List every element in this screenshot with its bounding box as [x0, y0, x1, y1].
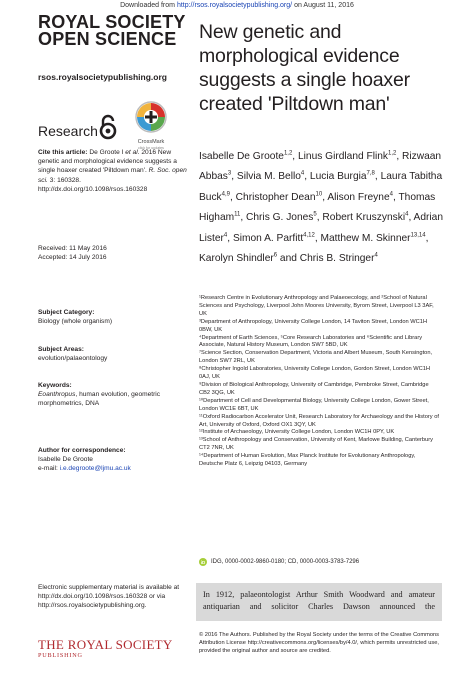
- title-line3: suggests a single hoaxer: [199, 69, 410, 91]
- dates-block: [38, 244, 188, 262]
- author-affiliation-sup: 13,14: [410, 232, 426, 239]
- author-name: Karolyn Shindler: [199, 253, 274, 265]
- author-affiliation-sup: 4: [223, 232, 228, 239]
- author-separator: ,: [292, 151, 298, 162]
- cite-label: Cite this article:: [38, 149, 88, 156]
- subject-areas-block: [38, 345, 188, 363]
- section-label: Research: [38, 123, 98, 139]
- journal-logo-line2: OPEN SCIENCE: [38, 29, 177, 49]
- cite-doi-link[interactable]: http://dx.doi.org/10.1098/rsos.160328: [38, 185, 148, 193]
- author-affiliation-sup: 11: [234, 211, 241, 218]
- journal-logo: [38, 14, 186, 48]
- email-label: e-mail:: [38, 465, 58, 473]
- citation-block: [38, 148, 188, 194]
- author-separator: ,: [227, 232, 233, 244]
- author-affiliation-sup: 4,9: [221, 191, 230, 198]
- abstract-box: In 1912, palaeontologist Arthur Smith Woodward and amateur antiquarian and solicitor Charles Dawson announced the: [196, 583, 442, 621]
- subject-areas-value: evolution/palaeontology: [38, 355, 108, 363]
- author-list: [199, 147, 444, 269]
- received-date: Received: 11 May 2016: [38, 245, 107, 252]
- crossmark-sub[interactable]: click for updates: [138, 146, 164, 150]
- open-access-icon: [99, 114, 117, 140]
- affiliation-item: ¹⁰Department of Cell and Developmental Biology, University College London, Gower Street, London WC1E 6BT, UK: [199, 397, 429, 412]
- author-name: Linus Girdland Flink: [297, 151, 388, 162]
- author-separator: ,: [408, 212, 414, 224]
- author-name: Chris G. Jones: [246, 212, 314, 224]
- affiliation-item: ¹¹Oxford Radiocarbon Accelerator Unit, Research Laboratory for Archaeology and the History of Art, University of Oxford, Oxford OX1 3QY, UK: [199, 413, 439, 428]
- affiliation-item: ¹Research Centre in Evolutionary Anthropology and Palaeoecology, and ²School of Natural Sciences and Psychology, Liverpool John Moores University, Byrom Street, Liverpool L3 3AF, UK: [199, 295, 434, 317]
- author-name: Robert Kruszynski: [322, 212, 406, 224]
- subject-category-value: Biology (whole organism): [38, 318, 113, 326]
- author-separator: ,: [396, 151, 400, 162]
- author-separator: ,: [231, 171, 237, 183]
- download-prefix: Downloaded from: [120, 2, 175, 9]
- affiliation-item: ³Department of Anthropology, University College London, 14 Taviton Street, London WC1H 0BW, UK: [199, 318, 428, 333]
- publisher-logo-sub: PUBLISHING: [38, 652, 83, 659]
- author-separator: ,: [314, 232, 318, 244]
- cite-title: 2016 New genetic and morphological evidence suggests a single hoaxer created 'Piltdown man'.: [38, 149, 177, 175]
- author-separator: and: [277, 253, 297, 265]
- author-affiliation-sup: 5: [313, 211, 317, 218]
- affiliation-item: ⁹Division of Biological Anthropology, University of Cambridge, Pembroke Street, Cambridge CB2 3QG, UK: [199, 381, 429, 396]
- author-separator: ,: [230, 191, 236, 203]
- crossmark-label[interactable]: CrossMark: [137, 139, 165, 145]
- author-affiliation-sup: 4: [374, 252, 378, 259]
- accepted-date: Accepted: 14 July 2016: [38, 254, 107, 262]
- subject-category-label: Subject Category:: [38, 309, 95, 316]
- journal-url[interactable]: rsos.royalsocietypublishing.org: [38, 72, 167, 82]
- cite-authors: De Groote I: [89, 149, 124, 156]
- keywords-label: Keywords:: [38, 382, 72, 389]
- title-line4: created 'Piltdown man': [199, 93, 390, 115]
- author-separator: ,: [316, 212, 320, 224]
- author-name: Simon A. Parfitt: [232, 232, 304, 244]
- author-affiliation-sup: 4: [389, 191, 393, 198]
- cite-volume: 3: 160328.: [49, 176, 81, 184]
- author-name: Alison Freyne: [327, 191, 390, 203]
- download-url-link[interactable]: http://rsos.royalsocietypublishing.org/: [176, 2, 293, 9]
- subject-areas-label: Subject Areas:: [38, 346, 84, 353]
- author-affiliation-sup: 4,12: [303, 232, 315, 239]
- affiliation-list: [199, 295, 439, 469]
- correspondence-email-link[interactable]: i.e.degroote@ljmu.ac.uk: [59, 465, 131, 473]
- author-separator: ,: [374, 171, 378, 183]
- affiliation-item: ¹³School of Anthropology and Conservation, University of Kent, Marlowe Building, Canterbury CT2 7NR, UK: [199, 437, 433, 452]
- crossmark-icon[interactable]: [134, 100, 168, 142]
- author-affiliation-sup: 10: [315, 191, 323, 198]
- author-name: Christopher Dean: [235, 191, 316, 203]
- author-name: Lucia Burgia: [309, 171, 367, 183]
- article-title: [199, 20, 459, 116]
- author-name: Rizwaan Abbas: [199, 151, 442, 183]
- keywords-rest: , human evolution, geometric morphometrics, DNA: [38, 391, 161, 408]
- title-line1: New genetic and: [199, 21, 342, 43]
- author-affiliation-sup: 3: [227, 171, 232, 178]
- affiliation-item: ⁸Christopher Ingold Laboratories, University College London, Gordon Street, London WC1H 0AJ, UK: [199, 366, 430, 381]
- author-separator: ,: [322, 191, 326, 203]
- affiliation-item: ⁷Science Section, Conservation Department, Victoria and Albert Museum, South Kensington, London SW7 2RL, UK: [199, 350, 433, 365]
- author-name: Matthew M. Skinner: [320, 232, 411, 244]
- keywords-italic: Eoanthropus: [38, 391, 76, 399]
- affiliation-item: ¹⁴Department of Human Evolution, Max Planck Institute for Evolutionary Anthropology, Deutsche Platz 6, Leipzig 04103, Germany: [199, 453, 416, 468]
- cite-journal: R. Soc. open sci.: [38, 167, 187, 184]
- correspondence-block: [38, 446, 188, 474]
- orcid-icon: iD: [200, 559, 206, 565]
- correspondence-name: Isabelle De Groote: [38, 456, 93, 464]
- author-name: Isabelle De Groote: [199, 151, 284, 162]
- author-separator: ,: [425, 232, 429, 244]
- author-affiliation-sup: 6: [273, 252, 278, 259]
- author-affiliation-sup: 1,2: [283, 150, 293, 157]
- license-text: © 2016 The Authors. Published by the Royal Society under the terms of the Creative Commons Attribution License http://creativecommons.org/licenses/by/4.0/, which permits unrestricted use, provided the original author and source are credited.: [199, 632, 439, 655]
- author-separator: ,: [304, 171, 310, 183]
- author-separator: ,: [392, 191, 399, 203]
- journal-logo-line1: ROYAL SOCIETY: [38, 12, 186, 32]
- author-affiliation-sup: 1,2: [388, 150, 397, 157]
- author-name: Adrian Lister: [199, 212, 443, 244]
- author-separator: ,: [240, 212, 247, 224]
- download-notice: [0, 2, 474, 9]
- supplementary-material-note: Electronic supplementary material is available at http://dx.doi.org/10.1098/rsos.160328 or via http://rsos.royalsocietypublishing.org.: [38, 584, 180, 610]
- author-affiliation-sup: 4: [300, 171, 305, 178]
- keywords-block: [38, 381, 188, 409]
- author-name: Thomas Higham: [199, 191, 436, 224]
- orcid-text: IDG, 0000-0002-9860-0180; CD, 0000-0003-3783-7296: [211, 559, 360, 565]
- publisher-logo: THE ROYAL SOCIETY: [38, 637, 173, 652]
- correspondence-label: Author for correspondence:: [38, 447, 126, 454]
- affiliation-item: ¹²Institute of Archaeology, University College London, London WC1H 0PY, UK: [199, 429, 395, 436]
- download-suffix: on August 11, 2016: [294, 2, 354, 9]
- author-affiliation-sup: 4: [405, 211, 409, 218]
- author-name: Chris B. Stringer: [299, 253, 375, 265]
- cite-etal: et al.: [125, 149, 140, 156]
- title-line2: morphological evidence: [199, 45, 400, 67]
- affiliation-item: ⁴Department of Earth Sciences, ⁵Core Research Laboratories and ⁶Scientific and Library Associate, Natural History Museum, London SW7 5BD, UK: [199, 334, 423, 349]
- author-affiliation-sup: 7,8: [366, 171, 375, 178]
- subject-category-block: [38, 308, 188, 326]
- author-name: Laura Tabitha Buck: [199, 171, 443, 203]
- author-name: Silvia M. Bello: [236, 171, 301, 183]
- orcid-line: [199, 558, 359, 566]
